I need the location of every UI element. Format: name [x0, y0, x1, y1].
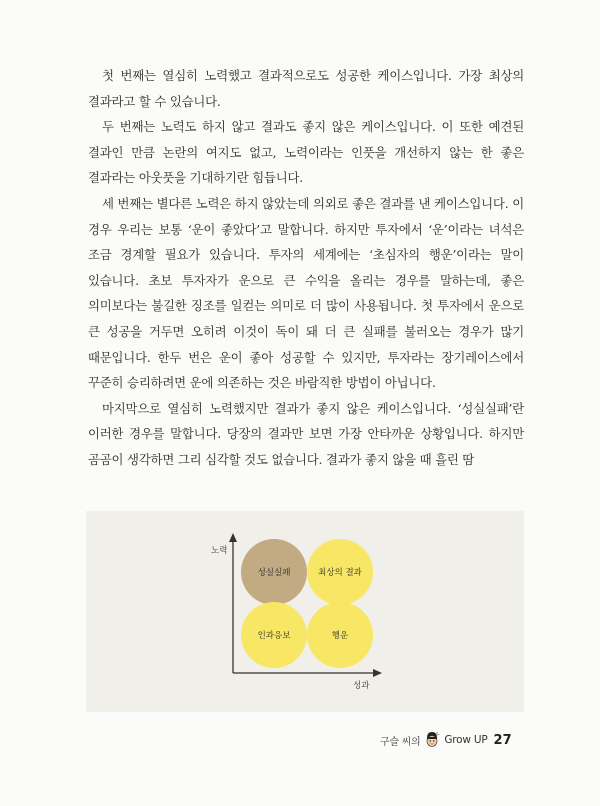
footer-series-label: 구슬 씨의: [380, 736, 421, 748]
page-footer: [380, 730, 512, 750]
body-text: [88, 63, 524, 473]
footer-brand: Grow UP: [444, 734, 488, 746]
quadrant-label-bottom-left: 인과응보: [257, 631, 291, 641]
paragraph-2: 두 번째는 노력도 하지 않고 결과도 좋지 않은 케이스입니다. 이 또한 예견된 결과인 만큼 논란의 여지도 없고, 노력이라는 인풋을 개선하지 않는 한 좋은 결과라는 아웃풋을 기대하기란 힘듭니다.: [88, 119, 524, 186]
x-axis-arrow-icon: [373, 669, 382, 677]
y-axis-arrow-icon: [229, 533, 237, 542]
quadrant-label-top-left: 성실실패: [257, 568, 291, 578]
quadrant-label-bottom-right: 행운: [331, 631, 349, 641]
y-axis-label: 노력: [211, 546, 228, 556]
paragraph-1: 첫 번째는 열심히 노력했고 결과적으로도 성공한 케이스입니다. 가장 최상의 결과라고 할 수 있습니다.: [88, 68, 524, 109]
paragraph-4: 마지막으로 열심히 노력했지만 결과가 좋지 않은 케이스입니다. ‘성실실패’란 이러한 경우를 말합니다. 당장의 결과만 보면 가장 안타까운 상황입니다. 하지만 곰곰이 생각하면 그리 심각할 것도 없습니다. 결과가 좋지 않을 때 흘린 땀: [88, 400, 524, 467]
x-axis-label: 성과: [353, 681, 370, 691]
diagram-canvas: [86, 511, 524, 712]
effort-result-diagram: [86, 511, 524, 712]
paragraph-3: 세 번째는 별다른 노력은 하지 않았는데 의외로 좋은 결과를 낸 케이스입니다. 이 경우 우리는 보통 ‘운이 좋았다’고 말합니다. 하지만 투자에서 ‘운’이라는 녀석은 조금 경계할 필요가 있습니다. 투자의 세계에는 ‘초심자의 행운’이라는 말이 있습니다. 초보 투자자가 운으로 큰 수익을 올리는 경우를 말하는데, 좋은 의미보다는 불길한 징조를 일컫는 의미로 더 많이 사용됩니다. 첫 투자에서 운으로 큰 성공을 거두면 오히려 이것이 독이 돼 더 큰 실패를 불러오는 경우가 많기 때문입니다. 한두 번은 운이 좋아 성공할 수 있지만, 투자라는 장기레이스에서 꾸준히 승리하려면 운에 의존하는 것은 바람직한 방법이 아닙니다.: [88, 195, 524, 391]
quadrant-label-top-right: 최상의 결과: [318, 568, 362, 578]
character-face-icon: [424, 731, 440, 749]
page-number: 27: [493, 732, 512, 748]
